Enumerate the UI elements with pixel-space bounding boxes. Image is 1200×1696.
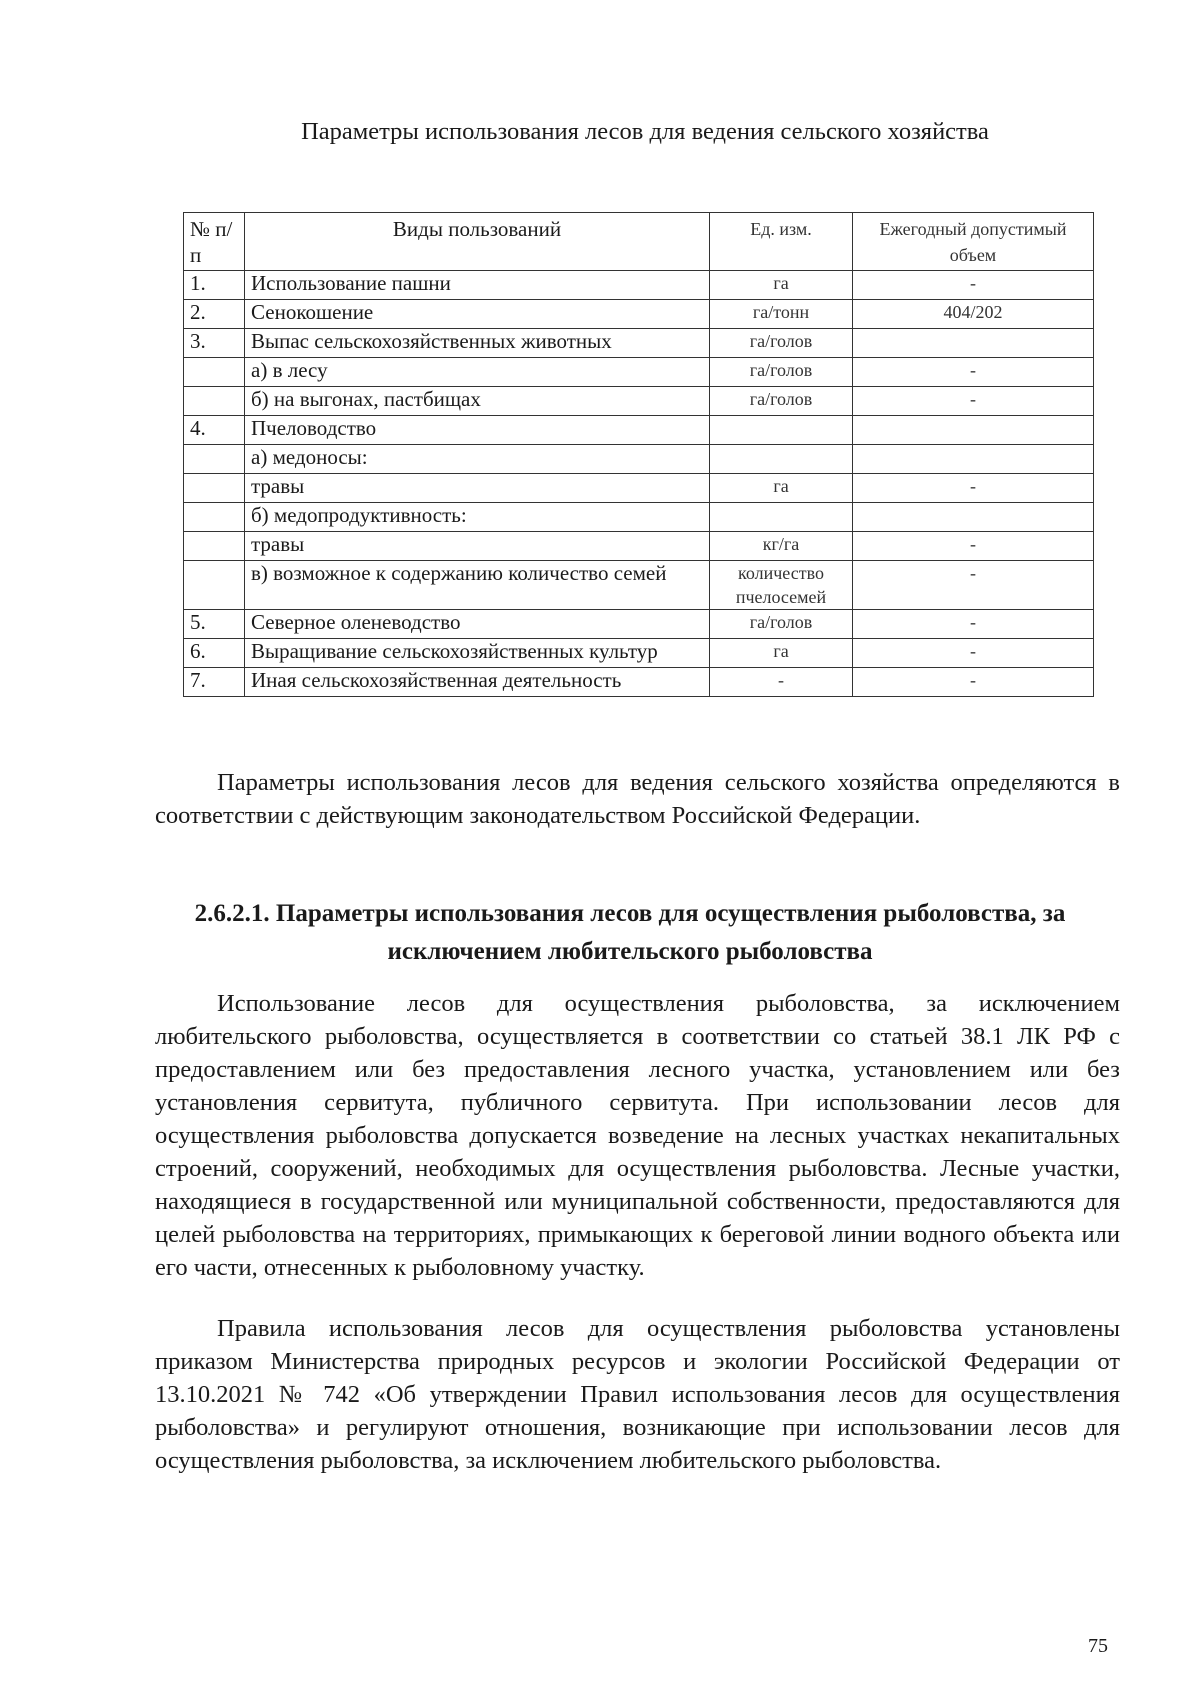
row-name: Северное оленеводство <box>245 610 710 639</box>
row-name: Выращивание сельскохозяйственных культур <box>245 639 710 668</box>
row-volume: - <box>853 532 1094 561</box>
row-name: Иная сельскохозяйственная деятельность <box>245 668 710 697</box>
row-name: б) на выгонах, пастбищах <box>245 387 710 416</box>
section-heading: 2.6.2.1. Параметры использования лесов для осуществления рыболовства, за исключением любительского рыболовства <box>194 900 1066 965</box>
row-unit: га/голов <box>710 329 853 358</box>
row-volume <box>853 445 1094 474</box>
row-unit: га <box>710 271 853 300</box>
table-header-row <box>184 213 1094 271</box>
row-unit: га/голов <box>710 610 853 639</box>
row-volume: - <box>853 358 1094 387</box>
paragraph-agriculture-text: Параметры использования лесов для ведения сельского хозяйства определяются в соответствии с действующим законодательством Российской Федерации. <box>155 769 1120 829</box>
row-volume: 404/202 <box>853 300 1094 329</box>
row-num <box>184 503 245 532</box>
row-volume: - <box>853 561 1094 610</box>
row-name: травы <box>245 532 710 561</box>
row-name: травы <box>245 474 710 503</box>
row-num: 7. <box>184 668 245 697</box>
header-unit: Ед. изм. <box>710 213 853 271</box>
row-num <box>184 387 245 416</box>
header-num: № п/п <box>184 213 245 271</box>
row-unit: га/тонн <box>710 300 853 329</box>
row-unit <box>710 503 853 532</box>
header-name: Виды пользований <box>245 213 710 271</box>
header-volume: Ежегодный допустимый объем <box>853 213 1094 271</box>
table-row <box>184 300 1094 329</box>
row-unit <box>710 416 853 445</box>
table-row <box>184 271 1094 300</box>
row-num <box>184 532 245 561</box>
agriculture-params-table <box>183 212 1094 697</box>
row-volume: - <box>853 639 1094 668</box>
table-row <box>184 503 1094 532</box>
row-volume <box>853 329 1094 358</box>
row-num <box>184 561 245 610</box>
row-name: Использование пашни <box>245 271 710 300</box>
row-volume: - <box>853 387 1094 416</box>
table-row <box>184 639 1094 668</box>
row-num: 3. <box>184 329 245 358</box>
row-num: 4. <box>184 416 245 445</box>
row-unit: количество пчелосемей <box>710 561 853 610</box>
table-row <box>184 532 1094 561</box>
row-unit: га/голов <box>710 358 853 387</box>
row-unit: кг/га <box>710 532 853 561</box>
row-volume: - <box>853 271 1094 300</box>
table-row <box>184 610 1094 639</box>
row-num: 1. <box>184 271 245 300</box>
row-num <box>184 474 245 503</box>
row-name: Выпас сельскохозяйственных животных <box>245 329 710 358</box>
table-row <box>184 561 1094 610</box>
row-num <box>184 445 245 474</box>
row-volume <box>853 416 1094 445</box>
paragraph-agriculture <box>155 766 1120 832</box>
paragraph-fishing-rules-text: Правила использования лесов для осуществления рыболовства установлены приказом Министерства природных ресурсов и экологии Российской Федерации от 13.10.2021 № 742 «Об утверждении Правил использования лесов для осуществления рыболовства» и регулируют отношения, возникающие при использовании лесов для осуществления рыболовства, за исключением любительского рыболовства. <box>155 1315 1120 1474</box>
row-unit: - <box>710 668 853 697</box>
table-row <box>184 387 1094 416</box>
row-name: Сенокошение <box>245 300 710 329</box>
row-num: 5. <box>184 610 245 639</box>
row-volume: - <box>853 610 1094 639</box>
row-num <box>184 358 245 387</box>
row-name: Пчеловодство <box>245 416 710 445</box>
page-number: 75 <box>1088 1635 1108 1657</box>
row-name: а) в лесу <box>245 358 710 387</box>
table-row <box>184 474 1094 503</box>
row-volume <box>853 503 1094 532</box>
paragraph-fishing-rules <box>155 1312 1120 1477</box>
row-name: б) медопродуктивность: <box>245 503 710 532</box>
row-name: в) возможное к содержанию количество семей <box>245 561 710 610</box>
row-num: 6. <box>184 639 245 668</box>
table-row <box>184 329 1094 358</box>
table-title: Параметры использования лесов для ведения сельского хозяйства <box>301 118 989 145</box>
row-unit <box>710 445 853 474</box>
table-row <box>184 416 1094 445</box>
paragraph-fishing-use-text: Использование лесов для осуществления рыболовства, за исключением любительского рыболовства, осуществляется в соответствии со статьей 38.1 ЛК РФ с предоставлением или без предоставления лесного участка, установлением или без установления сервитута, публичного сервитута. При использовании лесов для осуществления рыболовства допускается возведение на лесных участках некапитальных строений, сооружений, необходимых для осуществления рыболовства. Лесные участки, находящиеся в государственной или муниципальной собственности, предоставляются для целей рыболовства на территориях, примыкающих к береговой линии водного объекта или его части, отнесенных к рыболовному участку. <box>155 990 1120 1281</box>
paragraph-fishing-use <box>155 987 1120 1284</box>
row-name: а) медоносы: <box>245 445 710 474</box>
row-volume: - <box>853 474 1094 503</box>
row-unit: га/голов <box>710 387 853 416</box>
table-row <box>184 668 1094 697</box>
row-unit: га <box>710 474 853 503</box>
row-unit: га <box>710 639 853 668</box>
row-num: 2. <box>184 300 245 329</box>
table-row <box>184 445 1094 474</box>
table-row <box>184 358 1094 387</box>
row-volume: - <box>853 668 1094 697</box>
